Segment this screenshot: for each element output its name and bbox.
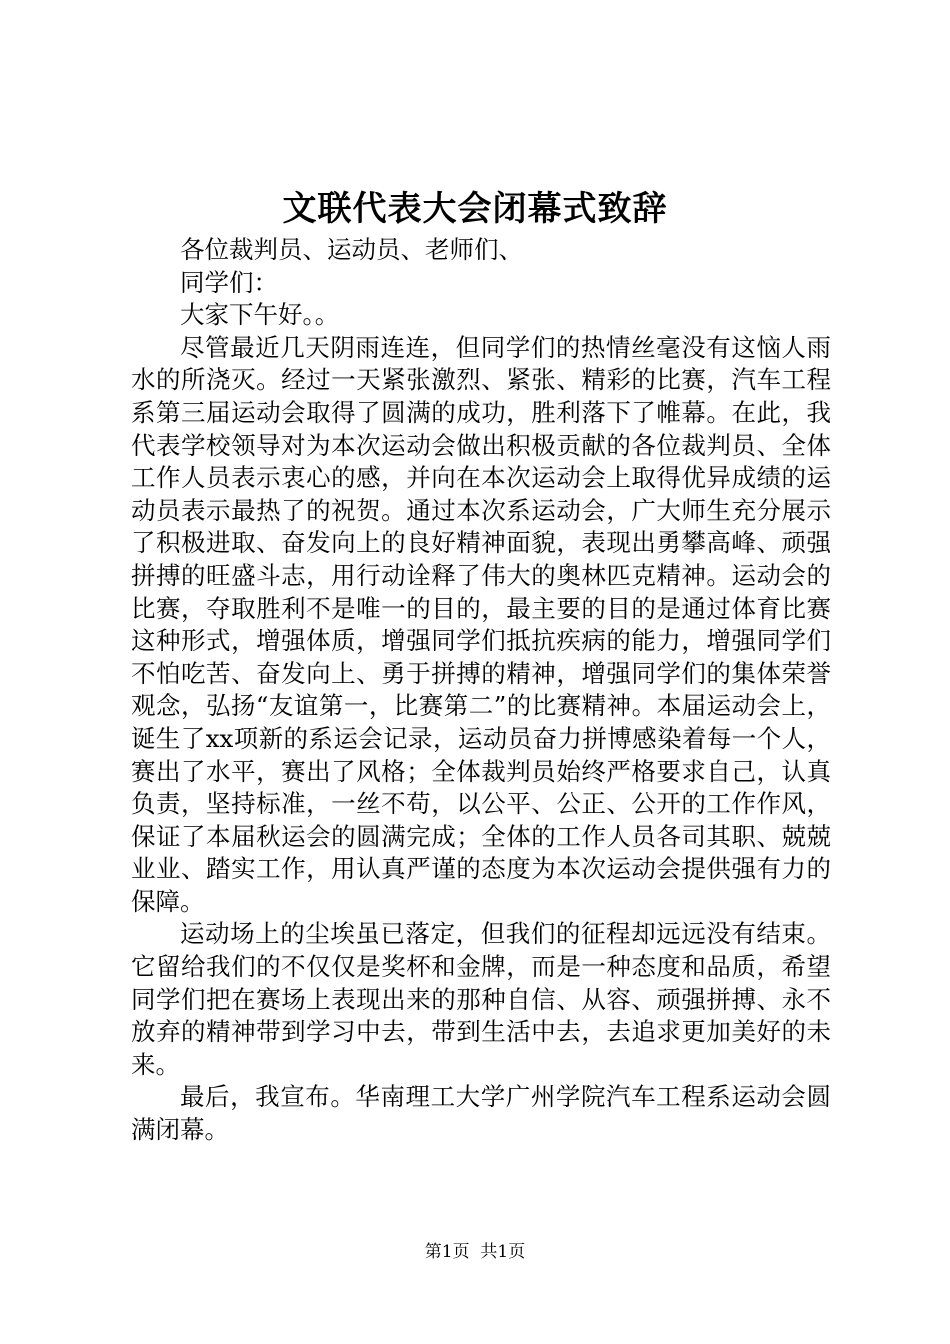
document-body xyxy=(131,234,831,1147)
page-total: 共1页 xyxy=(480,1242,526,1262)
page-footer xyxy=(0,1240,950,1264)
document-title: 文联代表大会闭幕式致辞 xyxy=(282,189,668,229)
paragraph-closing: 最后，我宣布。华南理工大学广州学院汽车工程系运动会圆满闭幕。 xyxy=(131,1082,831,1145)
paragraph-salutation-1: 各位裁判员、运动员、老师们、 xyxy=(180,235,523,264)
paragraph-future: 运动场上的尘埃虽已落定，但我们的征程却远远没有结束。它留给我们的不仅仅是奖杯和金牌，而是一种态度和品质，希望同学们把在赛场上表现出来的那种自信、从容、顽强拼搏、永不放弃的精神带到学习中去，带到生活中去，去追求更加美好的未来。 xyxy=(131,919,831,1079)
paragraph-salutation-2: 同学们： xyxy=(180,267,278,297)
paragraph-main: 尽管最近几天阴雨连连，但同学们的热情丝毫没有这恼人雨水的所浇灭。经过一天紧张激烈、紧张、精彩的比赛，汽车工程系第三届运动会取得了圆满的成功，胜利落下了帷幕。在此，我代表学校领导对为本次运动会做出积极贡献的各位裁判员、全体工作人员表示衷心的感，并向在本次运动会上取得优异成绩的运动员表示最热了的祝贺。通过本次系运动会，广大师生充分展示了积极进取、奋发向上的良好精神面貌，表现出勇攀高峰、顽强拼搏的旺盛斗志，用行动诠释了伟大的奥林匹克精神。运动会的比赛，夺取胜利不是唯一的目的，最主要的目的是通过体育比赛这种形式，增强体质，增强同学们抵抗疾病的能力，增强同学们不怕吃苦、奋发向上、勇于拼搏的精神，增强同学们的集体荣誉观念，弘扬“友谊第一，比赛第二”的比赛精神。本届运动会上，诞生了xx项新的系运会记录，运动员奋力拼博感染着每一个人，赛出了水平，赛出了风格；全体裁判员始终严格要求自己，认真负责，坚持标准，一丝不苟，以公平、公正、公开的工作作风，保证了本届秋运会的圆满完成；全体的工作人员各司其职、兢兢业业、踏实工作，用认真严谨的态度为本次运动会提供强有力的保障。 xyxy=(131,332,831,916)
paragraph-greeting: 大家下午好。。 xyxy=(180,300,340,330)
page-number: 第1页 xyxy=(424,1242,470,1262)
